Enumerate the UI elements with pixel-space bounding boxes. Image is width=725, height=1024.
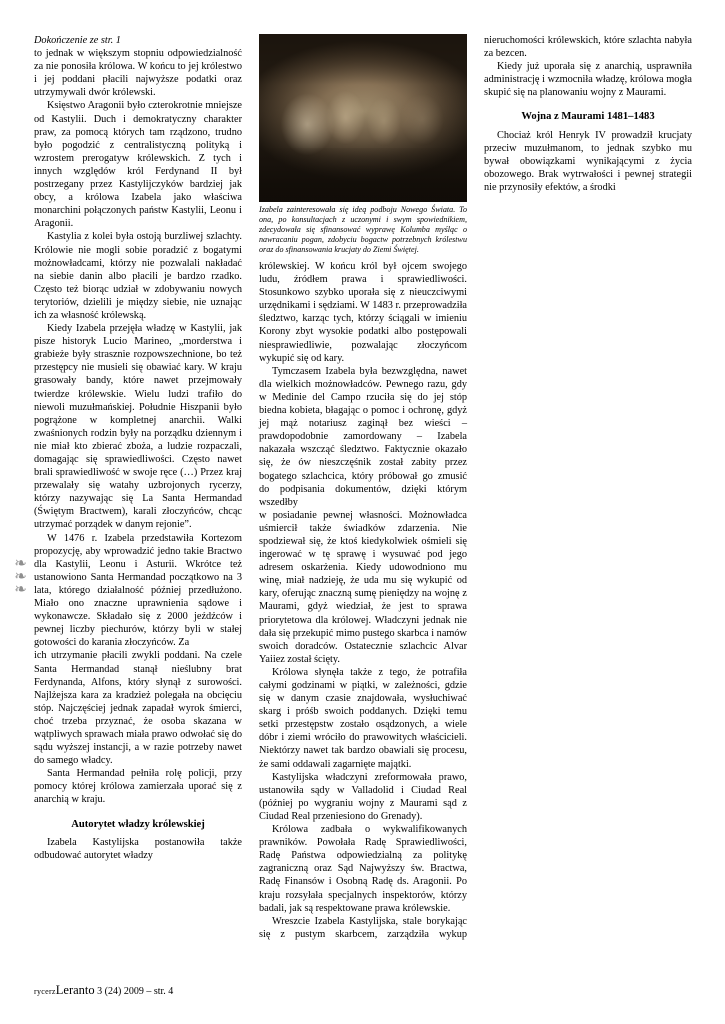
continued-from-note: Dokończenie ze str. 1 bbox=[34, 35, 121, 46]
paragraph: w posiadanie pewnej własności. Możnowładca uśmiercił także świadków zdarzenia. Nie spodziewał się, że ktoś kiedykolwiek ośmieli się ingerować w tę sprawę i wysuwać pod jego adresem oskarżenia. Kiedy udowodniono mu winę, miał nadzieję, że uda mu się wykupić od kary, oferując znaczną sumę pieniędzy na wojnę z Maurami, gdyż wiedział, że jest to sprawa priorytetowa dla królowej. Władczyni jednak nie dała się przekupić mimo pustego skarbca i namów swoich doradców. Ostatecznie szlachcic Alvar Yaiiez został ścięty. bbox=[259, 509, 467, 665]
article-body bbox=[34, 34, 692, 964]
section-heading-autorytet: Autorytet władzy królewskiej bbox=[71, 818, 205, 830]
figure-caption: Izabela zainteresowała się ideą podboju Nowego Świata. To ona, po konsultacjach z uczonymi i swym spowiednikiem, zdecydowała się sfinansować wyprawę Kolumba myśląc o nawracaniu pogan, zdobyciu bogactw potrzebnych królestwu oraz do sfinansowania krucjaty do Ziemi Świętej. bbox=[259, 205, 467, 254]
paragraph: ich utrzymanie płacili zwykli poddani. Na czele Santa Hermandad stanął nieślubny brat Ferdynanda, Alfons, który słynął z surowości. Najlżejsza kara za kradzież polegała na obcięciu stóp. Najczęściej jednak zapadał wyrok śmierci, choć trzeba przyznać, że osoba skazana w wątpliwych sprawach miała prawo odwołać się do sądu wyższej instancji, a w razie potrzeby nawet do samego władcy. bbox=[34, 650, 242, 767]
paragraph: Kastylijska władczyni zreformowała prawo, ustanowiła sądy w Valladolid i Ciudad Real (później po wygraniu wojny z Maurami sąd z Ciudad Real przeniesiono do Grenady). bbox=[259, 771, 467, 822]
paragraph: Chociaż król Henryk IV prowadził krucjaty przeciw muzułmanom, to jednak szybko mu bywał obowiązkami wynikającymi z życia obozowego. Brak wytrwałości i pewnej strategii nie przynosiły efektów, a środki bbox=[484, 129, 692, 193]
paragraph: Santa Hermandad pełniła rolę policji, przy pomocy której królowa zamierzała uporać się z anarchią w kraju. bbox=[34, 768, 242, 806]
paragraph: Wreszcie Izabela Kastylijska, stale borykając się z pustym skarbcem, zarządziła wykup nieruchomości królewskich, które szlachta nabyła za bezcen. bbox=[259, 35, 692, 940]
paragraph: W 1476 r. Izabela przedstawiła Kortezom propozycję, aby wprowadzić jedno takie Bractwo dla Kastylii, Leonu i Asturii. Wkrótce też ustanowiono Santa Hermandad początkowo na 3 lata, którego działalność później przedłużono. Miało ono znaczne uprawnienia sądowe i wykonawcze. Składało się z 2000 jeźdźców i pewnej liczby piechurów, którzy byli w stałej gotowości do karania złoczyńców. Za bbox=[34, 532, 242, 649]
paragraph: Królowa zadbała o wykwalifikowanych prawników. Powołała Radę Sprawiedliwości, Radę Państwa odpowiedzialną za politykę zagraniczną oraz Sąd Najwyższy św. Bractwa, Radę Finansów i Osobną Radę ds. Aragonii. Po kraju rozsyłała specjalnych inspektorów, którzy badali, jak są respektowane prawa królewskie. bbox=[259, 824, 467, 914]
ornament-glyph-2: ❧ bbox=[14, 569, 26, 585]
paragraph: Izabela Kastylijska postanowiła także odbudować autorytet władzy bbox=[34, 836, 242, 861]
ornament-glyph-1: ❧ bbox=[14, 556, 26, 572]
ornament-glyph-3: ❧ bbox=[14, 582, 26, 598]
paragraph: Kiedy Izabela przejęła władzę w Kastylii, jak pisze historyk Lucio Marineo, „morderstwa i grabieże były strasznie rozpowszechnione, bo też przestępcy nie musieli się obawiać kary. W kraju grasowały bandy, które nawet przejmowały twierdze królewskie. Wielu ludzi trafiło do niewoli muzułmańskiej. Południe Hiszpanii było pogrążone w kompletnej anarchii. Walki zwaśnionych rodzin były na porządku dziennym i nie miał kto zbierać zboża, a ludzie rozpaczali, domagając się sprawiedliwości. Często nawet brali sprawiedliwość w swoje ręce (…) Przez kraj przewalały się watahy uzbrojonych rycerzy, którzy nazywając się La Santa Hermandad (Świętym Bractwem), karali złoczyńców, chcąc utrzymać porządek w danym rejonie”. bbox=[34, 323, 242, 531]
footer-brand-big: Leranto bbox=[55, 983, 95, 997]
paragraph: Księstwo Aragonii było czterokrotnie mniejsze od Kastylii. Duch i demokratyczny charakter praw, za pomocą których tam rządzono, trudno było pogodzić z centralistyczną polityką i wzrostem prerogatyw królewskich. Z tych i innych względów król Ferdynand II był postrzegany przez Kastylijczyków bardziej jak obcy, a królowa Izabela jako właściwa monarchini połączonych państw Kastylii, Leonu i Aragonii. bbox=[34, 100, 242, 230]
figure-image bbox=[259, 34, 467, 202]
paragraph: królewskiej. W końcu król był ojcem swojego ludu, źródłem prawa i sprawiedliwości. Stosunkowo szybko uporała się z nieuczciwymi urzędnikami i sędziami. W 1483 r. przeprowadziła śledztwo, karząc tych, którzy ściągali w imieniu Korony zbyt wysokie podatki albo postępowali niesprawiedliwie, pozwalając złoczyńcom wykupić się od kary. bbox=[259, 261, 467, 364]
footer-issue: 3 (24) 2009 – str. 4 bbox=[94, 986, 174, 997]
paragraph: to jednak w większym stopniu odpowiedzialność za nie ponosiła królowa. W końcu to jej królestwo i jej poddani płacili najwyższe podatki oraz utrzymywali dwór królewski. bbox=[34, 48, 242, 99]
page-ornament bbox=[12, 558, 28, 610]
footer-brand-small: rycerz bbox=[34, 987, 56, 996]
section-heading-wojna: Wojna z Maurami 1481–1483 bbox=[521, 111, 655, 123]
figure-columbus-isabella bbox=[259, 34, 467, 255]
page-footer bbox=[34, 984, 692, 998]
paragraph: Kastylia z kolei była ostoją burzliwej szlachty. Królowie nie mogli sobie poradzić z bogatymi możnowładcami, którzy nie pozwalali nakładać na siebie danin albo płacili je bardzo rzadko. Często też biorąc udział w zdobywaniu nowych terytoriów, dzielili je między siebie, nie uznając ich za własność królewską. bbox=[34, 231, 242, 321]
paragraph: Kiedy już uporała się z anarchią, usprawniła administrację i wzmocniła władzę, królowa mogła skupić się na planowaniu wojny z Maurami. bbox=[484, 61, 692, 99]
paragraph: Królowa słynęła także z tego, że potrafiła całymi godzinami w piątki, w zależności, gdzie się w danym czasie znajdowała, wysłuchiwać skarg i próśb swoich poddanych. Dzięki temu setki przestępstw zostało osądzonych, a wiele dóbr i ziemi wróciło do prawowitych właścicieli. Niektórzy nawet tak bardzo obawiali się procesu, że sami oddawali zagarnięte majątki. bbox=[259, 666, 467, 770]
paragraph: Tymczasem Izabela była bezwzględna, nawet dla wielkich możnowładców. Pewnego razu, gdy w Medinie del Campo rzuciła się do jej stóp biedna kobieta, błagając o pomoc i ochronę, gdyż jej mąż notariusz zaginął bez wieści – prawdopodobnie zamordowany – Izabela nakazała wszcząć śledztwo. Faktycznie okazało się, że ów nieszczęśnik został zabity przez bogatego szlachcica, który próbował go zmusić do podpisania dokumentów, dzięki którym wszedłby bbox=[259, 365, 467, 508]
